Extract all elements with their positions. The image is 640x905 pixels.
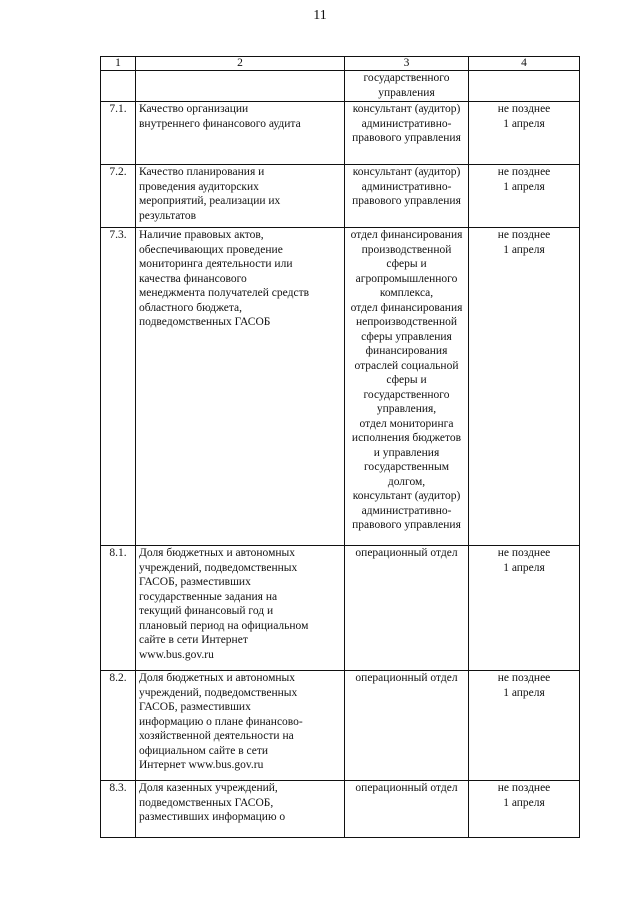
responsible-line: правового управления xyxy=(352,132,461,144)
indicator-line: Доля казенных учреждений, xyxy=(139,782,278,794)
indicator-line: внутреннего финансового аудита xyxy=(139,117,301,130)
indicator-line: обеспечивающих проведение xyxy=(139,243,283,256)
responsible-line: государственным xyxy=(363,461,450,473)
table-row xyxy=(101,781,580,838)
row-number: 7.1. xyxy=(101,102,136,165)
table-header-row xyxy=(101,57,580,71)
responsible-cell xyxy=(345,228,469,546)
indicator-line: Наличие правовых актов, xyxy=(139,229,264,241)
responsible-line: финансирования xyxy=(365,345,448,357)
responsible-cell xyxy=(345,546,469,671)
deadline-cell xyxy=(469,165,580,228)
indicator-cell xyxy=(136,228,345,546)
deadline-line: 1 апреля xyxy=(503,686,545,699)
table-row xyxy=(101,546,580,671)
responsible-line: отдел мониторинга xyxy=(359,417,454,430)
row-number: 8.2. xyxy=(101,671,136,781)
responsible-line: административно- xyxy=(361,180,452,193)
deadline-cell xyxy=(469,71,580,102)
row-number: 8.3. xyxy=(101,781,136,838)
responsible-line: правового управления xyxy=(352,195,461,207)
responsible-line: отраслей социальной xyxy=(354,359,459,372)
responsible-line: управления xyxy=(378,86,435,99)
indicator-line: качества финансового xyxy=(139,272,247,285)
indicator-line: www.bus.gov.ru xyxy=(139,648,214,661)
deadline-line: не позднее xyxy=(497,229,551,241)
responsible-line: отдел финансирования xyxy=(350,229,463,241)
indicator-line: результатов xyxy=(139,209,197,222)
indicator-line: менеджмента получателей средств xyxy=(139,287,310,299)
row-number: 7.2. xyxy=(101,165,136,228)
deadline-line: 1 апреля xyxy=(503,796,545,809)
indicator-cell xyxy=(136,102,345,165)
indicator-line: ГАСОБ, разместивших xyxy=(139,576,251,588)
table-row xyxy=(101,228,580,546)
responsible-line: правового управления xyxy=(352,519,461,531)
deadline-line: 1 апреля xyxy=(503,561,545,574)
table-row xyxy=(101,671,580,781)
indicator-line: разместивших информацию о xyxy=(139,811,286,823)
deadline-line: 1 апреля xyxy=(503,117,545,130)
indicator-line: текущий финансовый год и xyxy=(139,605,274,617)
responsible-line: непроизводственной xyxy=(355,316,458,328)
indicator-line: Доля бюджетных и автономных xyxy=(139,672,295,684)
indicator-line: подведомственных ГАСОБ xyxy=(139,316,271,328)
indicator-line: ГАСОБ, разместивших xyxy=(139,701,251,713)
responsible-line: сферы управления xyxy=(361,330,452,343)
deadline-cell xyxy=(469,228,580,546)
indicator-line: Интернет www.bus.gov.ru xyxy=(139,759,264,771)
column-header: 2 xyxy=(136,57,345,71)
deadline-line: не позднее xyxy=(497,672,551,684)
indicators-table xyxy=(100,56,580,838)
deadline-cell xyxy=(469,781,580,838)
responsible-line: сферы и xyxy=(386,374,427,386)
responsible-line: управления, xyxy=(376,403,437,415)
indicator-line: информацию о плане финансово- xyxy=(139,715,303,728)
responsible-cell xyxy=(345,71,469,102)
deadline-line: не позднее xyxy=(497,103,551,115)
indicator-cell xyxy=(136,546,345,671)
indicator-line: плановый период на официальном xyxy=(139,619,309,632)
responsible-line: консультант (аудитор) xyxy=(352,490,461,502)
deadline-cell xyxy=(469,546,580,671)
responsible-line: операционный отдел xyxy=(355,547,458,559)
row-number xyxy=(101,71,136,102)
indicator-line: Качество организации xyxy=(139,103,249,115)
responsible-cell xyxy=(345,781,469,838)
indicator-line: областного бюджета, xyxy=(139,301,243,314)
indicator-line: проведения аудиторских xyxy=(139,180,259,193)
indicator-cell xyxy=(136,71,345,102)
responsible-line: отдел финансирования xyxy=(350,301,463,314)
table-row xyxy=(101,102,580,165)
indicator-line: мониторинга деятельности или xyxy=(139,258,293,270)
responsible-line: операционный отдел xyxy=(355,782,458,794)
indicator-cell xyxy=(136,781,345,838)
deadline-line: не позднее xyxy=(497,547,551,559)
indicator-line: подведомственных ГАСОБ, xyxy=(139,796,274,809)
responsible-line: консультант (аудитор) xyxy=(352,103,461,115)
responsible-line: комплекса, xyxy=(379,287,434,299)
indicator-line: государственные задания на xyxy=(139,590,278,603)
indicator-line: мероприятий, реализации их xyxy=(139,195,281,207)
column-header: 1 xyxy=(101,57,136,71)
indicator-line: сайте в сети Интернет xyxy=(139,634,248,646)
responsible-line: административно- xyxy=(361,504,452,517)
responsible-line: государственного xyxy=(363,388,450,401)
row-number: 7.3. xyxy=(101,228,136,546)
responsible-line: производственной xyxy=(361,243,452,256)
indicator-cell xyxy=(136,671,345,781)
responsible-line: агропромышленного xyxy=(355,272,458,285)
indicator-line: официальном сайте в сети xyxy=(139,744,269,757)
indicator-line: Качество планирования и xyxy=(139,166,265,178)
table-row xyxy=(101,165,580,228)
responsible-line: исполнения бюджетов xyxy=(351,432,462,444)
indicator-line: Доля бюджетных и автономных xyxy=(139,547,295,559)
responsible-line: консультант (аудитор) xyxy=(352,166,461,178)
deadline-cell xyxy=(469,102,580,165)
column-header: 4 xyxy=(469,57,580,71)
table-row xyxy=(101,71,580,102)
page-number: 11 xyxy=(313,8,327,23)
indicator-cell xyxy=(136,165,345,228)
deadline-cell xyxy=(469,671,580,781)
deadline-line: 1 апреля xyxy=(503,243,545,256)
responsible-cell xyxy=(345,165,469,228)
responsible-line: административно- xyxy=(361,117,452,130)
indicator-line: учреждений, подведомственных xyxy=(139,561,298,574)
responsible-cell xyxy=(345,671,469,781)
indicator-line: хозяйственной деятельности на xyxy=(139,730,294,742)
deadline-line: не позднее xyxy=(497,166,551,178)
responsible-line: государственного xyxy=(363,72,450,84)
responsible-line: долгом, xyxy=(387,475,426,488)
deadline-line: 1 апреля xyxy=(503,180,545,193)
deadline-line: не позднее xyxy=(497,782,551,794)
responsible-cell xyxy=(345,102,469,165)
responsible-line: сферы и xyxy=(386,258,427,270)
responsible-line: и управления xyxy=(373,446,440,459)
column-header: 3 xyxy=(345,57,469,71)
row-number: 8.1. xyxy=(101,546,136,671)
responsible-line: операционный отдел xyxy=(355,672,458,684)
indicator-line: учреждений, подведомственных xyxy=(139,686,298,699)
